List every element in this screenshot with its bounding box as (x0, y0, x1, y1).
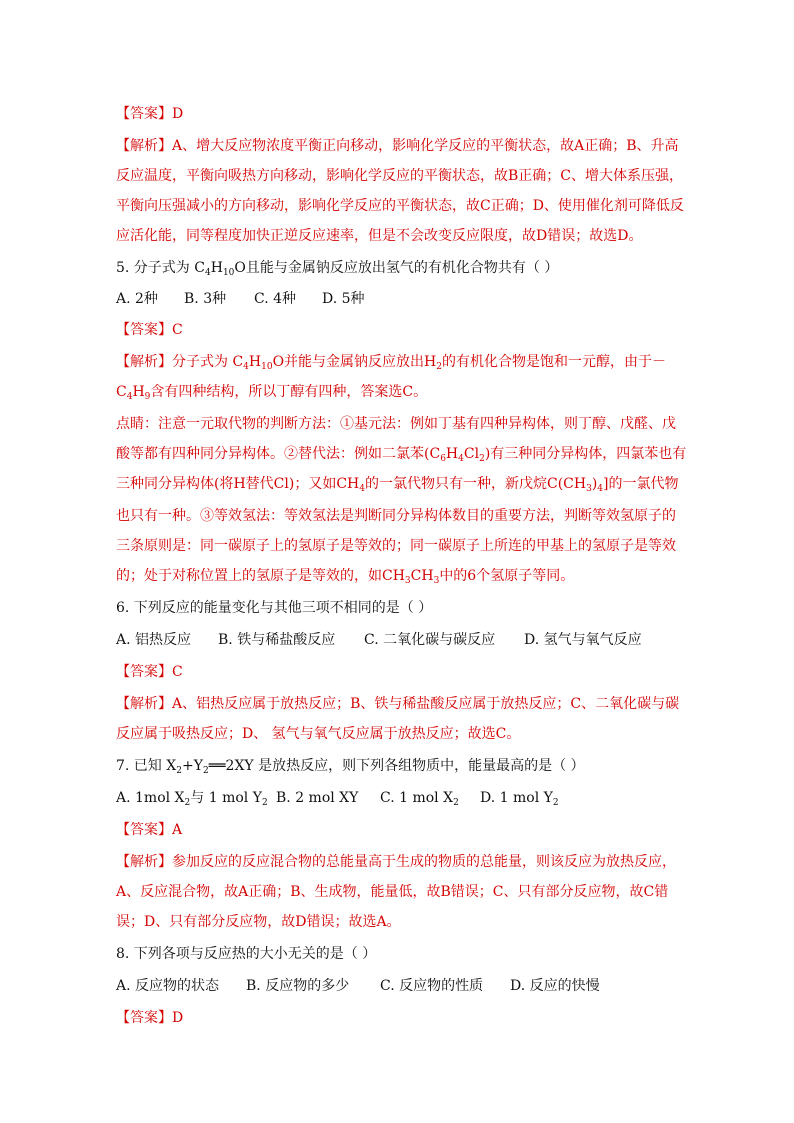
option-b: B. 3种 (184, 291, 227, 307)
tip-line6: 的；处于对称位置上的氢原子是等效的，如$CH_3CH_3$中的6个氢原子等同。 (116, 568, 575, 586)
explanation-q5-line1: 【解析】分子式为 $C_4H_{10}O$并能与金属钠反应放出$H_2$的有机化合物是饱和一元醇，由于－ (116, 354, 666, 372)
answer-q5: 【答案】C (116, 322, 183, 338)
option-c: C. 1 mol $X_2$ (380, 790, 459, 808)
question-7-stem: 7. 已知 $X_2+Y_2══2XY$ 是放热反应，则下列各组物质中，能量最高的是（ ） (116, 758, 585, 776)
question-8-stem: 8. 下列各项与反应热的大小无关的是（ ） (116, 946, 377, 962)
option-a: A. 1mol $X_2$与 1 mol $Y_2$ (116, 790, 268, 808)
explanation-q7-line2: A、反应混合物，故A正确；B、生成物，能量低，故B错误；C、只有部分反应物，故C错 (116, 884, 669, 900)
option-c: C. 二氧化碳与碳反应 (364, 632, 496, 648)
question-7-options (116, 788, 559, 808)
question-5-stem: 5. 分子式为 $C_4H_{10}O$且能与金属钠反应放出氢气的有机化合物共有（ ） (116, 260, 559, 278)
question-5-options (116, 289, 365, 309)
tip-line3: 三种同分异构体(将H替代Cl)；又如$CH_4$的一氯代物只有一种，新戊烷$C(CH_3)_4$]的一氯代物 (116, 476, 679, 494)
tip-line5: 三条原则是：同一碳原子上的氢原子是等效的；同一碳原子上所连的甲基上的氢原子是等效 (116, 538, 676, 554)
explanation-q4-line4: 应活化能，同等程度加快正逆反应速率，但是不会改变反应限度，故D错误；故选D。 (116, 228, 643, 244)
option-d: D. 1 mol $Y_2$ (480, 790, 559, 808)
explanation-q6-line2: 反应属于吸热反应；D、 氢气与氧气反应属于放热反应；故选C。 (116, 726, 521, 742)
tip-line1: 点睛：注意一元取代物的判断方法：①基元法：例如丁基有四种异构体，则丁醇、戊醛、戊 (116, 416, 676, 432)
answer-q8: 【答案】D (116, 1010, 184, 1026)
option-a: A. 2种 (116, 291, 158, 307)
question-6-options (116, 630, 642, 650)
option-a: A. 铝热反应 (116, 632, 192, 648)
explanation-q6-line1: 【解析】A、铝热反应属于放热反应；B、铁与稀盐酸反应属于放热反应；C、二氧化碳与碳 (116, 696, 680, 712)
explanation-q4-line2: 反应温度，平衡向吸热方向移动，影响化学反应的平衡状态，故B正确；C、增大体系压强， (116, 168, 683, 184)
option-b: B. 反应物的多少 (246, 978, 350, 994)
answer-q7: 【答案】A (116, 822, 183, 838)
explanation-q4-line3: 平衡向压强减小的方向移动，影响化学反应的平衡状态，故C正确；D、使用催化剂可降低反 (116, 198, 684, 214)
option-c: C. 4种 (254, 291, 297, 307)
explanation-q5-line2: $C_4H_9$含有四种结构，所以丁醇有四种，答案选C。 (116, 384, 428, 402)
explanation-q7-line3: 误；D、只有部分反应物，故D错误；故选A。 (116, 914, 401, 930)
explanation-q4-line1: 【解析】A、增大反应物浓度平衡正向移动，影响化学反应的平衡状态，故A正确；B、升高 (116, 138, 679, 154)
answer-q6: 【答案】C (116, 664, 183, 680)
option-c: C. 反应物的性质 (380, 978, 484, 994)
option-d: D. 5种 (322, 291, 365, 307)
option-a: A. 反应物的状态 (116, 978, 220, 994)
option-b: B. 铁与稀盐酸反应 (218, 632, 336, 648)
option-b: B. 2 mol XY (276, 790, 359, 806)
explanation-q7-line1: 【解析】参加反应的反应混合物的总能量高于生成的物质的总能量，则该反应为放热反应， (116, 854, 676, 870)
question-6-stem: 6. 下列反应的能量变化与其他三项不相同的是（ ） (116, 600, 433, 616)
option-d: D. 反应的快慢 (510, 978, 600, 994)
question-8-options (116, 976, 600, 996)
tip-line2: 酸等都有四种同分异构体。②替代法：例如二氯苯$(C_6H_4Cl_2)$有三种同分异构体，四氯苯也有 (116, 446, 687, 464)
option-d: D. 氢气与氧气反应 (524, 632, 642, 648)
tip-line4: 也只有一种。③等效氢法：等效氢法是判断同分异构体数目的重要方法，判断等效氢原子的 (116, 508, 676, 524)
answer-q4: 【答案】D (116, 106, 184, 122)
